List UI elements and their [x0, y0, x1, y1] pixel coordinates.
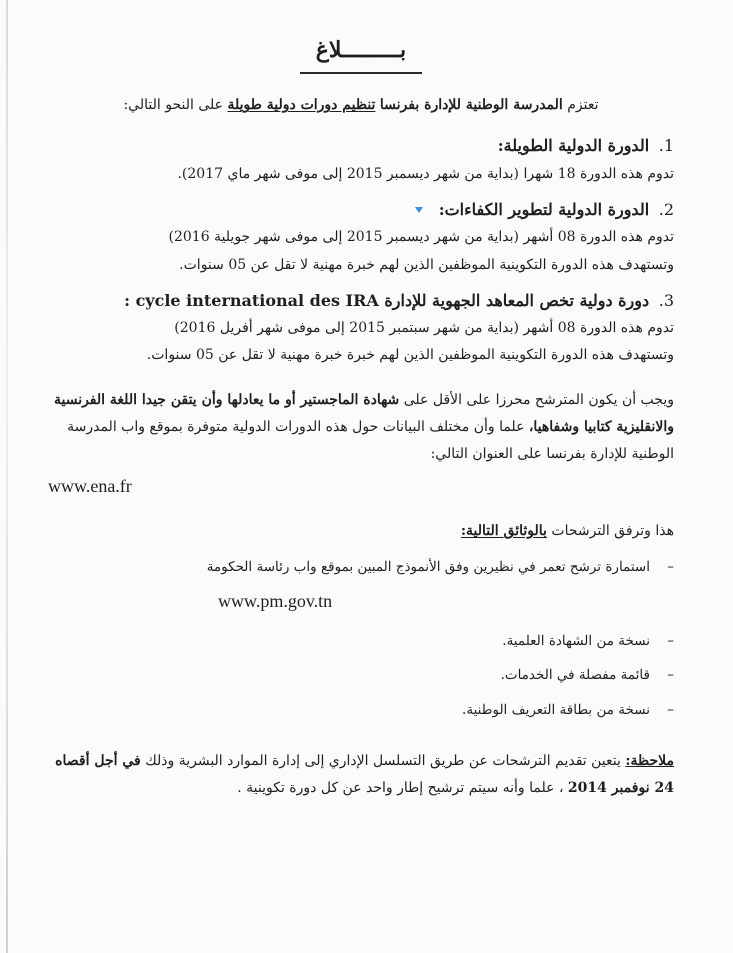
cursor-marker-icon: [415, 207, 423, 213]
intro-school: المدرسة الوطنية للإدارة بفرنسا: [379, 97, 563, 114]
note-paragraph: [48, 748, 674, 803]
title-wrap: [48, 32, 674, 74]
list-item: [48, 555, 674, 579]
documents-intro-bold: بالوثائق التالية:: [460, 523, 547, 540]
documents-list: [48, 555, 674, 579]
documents-intro: [48, 520, 674, 543]
requirements-text-1: ويجب أن يكون المترشح محرزا على الأقل على: [403, 391, 674, 408]
section-1-line-1: تدوم هذه الدورة 18 شهرا (بداية من شهر ديسمبر 2015 إلى موفى شهر ماي 2017).: [177, 165, 674, 182]
list-item: [48, 663, 674, 687]
section-2: [48, 197, 674, 278]
section-2-number: 2.: [658, 199, 674, 219]
document-content: [48, 28, 674, 817]
dash-bullet: –: [667, 633, 674, 650]
section-1-title: الدورة الدولية الطويلة:: [497, 136, 650, 156]
document-item-1: استمارة ترشح تعمر في نظيرين وفق الأنموذج المبين بموقع واب رئاسة الحكومة: [206, 559, 650, 576]
section-3-line-1: تدوم هذه الدورة 08 أشهر (بداية من شهر سبتمبر 2015 إلى موفى شهر أفريل 2016): [174, 320, 674, 337]
dash-bullet: –: [667, 667, 674, 684]
section-2-heading: [48, 197, 674, 223]
section-3-line-2: وتستهدف هذه الدورة التكوينية الموظفين الذين لهم خبرة خبرة مهنية لا تقل عن 05 سنوات.: [146, 347, 674, 364]
dash-bullet: –: [667, 701, 674, 718]
section-3-number: 3.: [658, 290, 674, 310]
intro-prefix: تعتزم: [567, 97, 599, 114]
note-text-2: ، علما وأنه سيتم ترشيح إطار واحد عن كل دورة تكوينية .: [237, 780, 564, 797]
section-3: [48, 288, 674, 369]
section-2-title: الدورة الدولية لتطوير الكفاءات:: [438, 199, 650, 219]
list-item: [48, 698, 674, 722]
list-item: [48, 629, 674, 653]
section-2-line-1: تدوم هذه الدورة 08 أشهر (بداية من شهر ديسمبر 2015 إلى موفى شهر جويلية 2016): [168, 229, 674, 246]
requirements-paragraph: [48, 387, 674, 469]
pm-url-link[interactable]: www.pm.gov.tn: [218, 591, 333, 612]
document-item-4: نسخة من بطاقة التعريف الوطنية.: [462, 701, 650, 718]
note-deadline: في أجل أقصاه 24 نوفمبر 2014: [55, 753, 674, 797]
intro-suffix: على النحو التالي:: [123, 97, 223, 114]
document-item-2: نسخة من الشهادة العلمية.: [502, 633, 650, 650]
section-1: [48, 133, 674, 187]
requirements-text-2: علما وأن مختلف البيانات حول هذه الدورات الدولية متوفرة بموقع واب المدرسة الوطنية للإدارة بفرنسا على العنوان التالي:: [67, 418, 674, 463]
documents-list-continued: [48, 629, 674, 722]
requirements-bold: شهادة الماجستير أو ما يعادلها وأن يتقن جيدا اللغة الفرنسية والانقليزية كتابيا وشفاهيا،: [53, 391, 674, 435]
intro-underlined: تنظيم دورات دولية طويلة: [227, 97, 376, 114]
intro-paragraph: [48, 94, 674, 117]
document-item-3: قائمة مفصلة في الخدمات.: [500, 667, 650, 684]
section-1-heading: [48, 133, 674, 159]
page-title: بـــــــــلاغ: [300, 32, 422, 74]
documents-intro-text: هذا وترفق الترشحات: [551, 523, 674, 540]
dash-bullet: –: [667, 559, 674, 576]
ena-url-link[interactable]: www.ena.fr: [48, 476, 132, 497]
section-3-title: دورة دولية تخص المعاهد الجهوية للإدارة cycle international des IRA :: [124, 290, 650, 310]
section-2-line-2: وتستهدف هذه الدورة التكوينية الموظفين الذين لهم خبرة مهنية لا تقل عن 05 سنوات.: [179, 256, 674, 273]
section-1-number: 1.: [658, 136, 674, 156]
note-text-1: يتعين تقديم الترشحات عن طريق التسلسل الإداري إلى إدارة الموارد البشرية وذلك: [145, 753, 621, 770]
section-3-heading: [48, 288, 674, 314]
note-label: ملاحظة:: [625, 753, 674, 770]
